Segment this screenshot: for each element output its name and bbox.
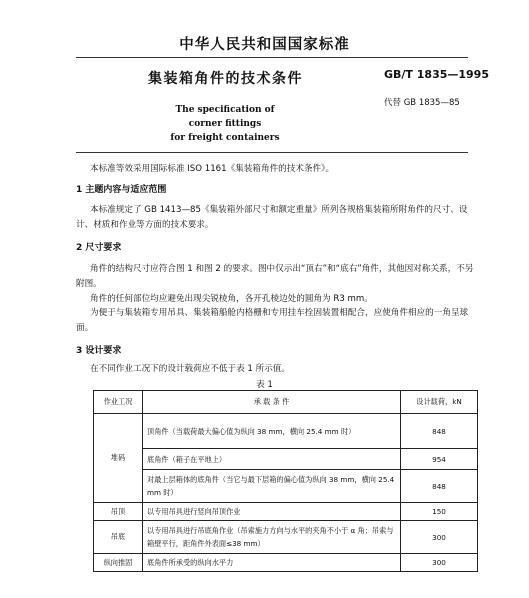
load-cell: 300 [401, 521, 478, 554]
load-cell: 848 [401, 414, 478, 449]
table-row [94, 521, 478, 554]
divider-rule [76, 152, 468, 153]
operation-cell: 吊底 [94, 521, 143, 554]
section-1-paragraph: 本标准规定了 GB 1413—85《集装箱外部尺寸和额定重量》所列各规格集装箱所附角件的尺寸、设计、材质和作业等方面的技术要求。 [76, 205, 468, 230]
operation-cell: 堆码 [94, 414, 143, 503]
condition-cell: 对最上层箱体的底角件（当它与最下层箱的偏心值为纵向 38 mm，横向 25.4 mm 时） [143, 470, 401, 503]
table-row [94, 503, 478, 521]
design-load-table [93, 390, 478, 572]
english-title-line-2: for freight containers [170, 133, 280, 143]
replaces-note: 代替 GB 1835—85 [384, 98, 460, 108]
condition-cell: 底角件所承受的纵向水平力 [143, 554, 401, 572]
load-cell: 848 [401, 470, 478, 503]
table-row [94, 470, 478, 503]
section-2-paragraph-2: 角件的任何部位均应避免出现尖锐棱角，各开孔棱边处的圆角为 R3 mm。 [90, 294, 373, 304]
condition-cell: 以专用吊具进行吊底角作业（吊索施力方向与水平的夹角不小于 α 角；吊索与箱壁平行，距角件外表面≤38 mm） [143, 521, 401, 554]
load-cell: 300 [401, 554, 478, 572]
section-2-paragraph-3: 为便于与集装箱专用吊具、集装箱船舱内格栅和专用挂车拴固装置相配合，应使角件相应的一角呈球面。 [76, 308, 469, 333]
table-row [94, 414, 478, 449]
condition-cell: 以专用吊具进行竖向吊顶作业 [143, 503, 401, 521]
condition-cell: 底角件（箱子在平地上） [143, 449, 401, 470]
header-condition: 承 载 条 件 [143, 391, 401, 414]
national-standard-header: 中华人民共和国国家标准 [179, 37, 350, 53]
header-design-load: 设计载荷，kN [401, 391, 478, 414]
english-title [160, 103, 290, 145]
load-cell: 150 [401, 503, 478, 521]
load-cell: 954 [401, 449, 478, 470]
section-2-heading: 2 尺寸要求 [76, 243, 122, 253]
header-operation: 作业工况 [94, 391, 143, 414]
section-2-paragraph-1: 角件的结构尺寸应符合图 1 和图 2 的要求。图中仅示出“顶右”和“底右”角件，其他因对称关系，不另附图。 [76, 264, 474, 289]
document-title: 集装箱角件的技术条件 [148, 71, 303, 87]
table-row [94, 449, 478, 470]
header-rule [76, 57, 468, 58]
table-row [94, 554, 478, 572]
condition-cell: 顶角件（当载荷最大偏心值为纵向 38 mm，横向 25.4 mm 时） [143, 414, 401, 449]
intro-paragraph: 本标准等效采用国际标准 ISO 1161《集装箱角件的技术条件》。 [90, 164, 335, 174]
english-title-line-1: The specification of corner fittings [175, 105, 275, 129]
table-caption: 表 1 [256, 380, 273, 390]
standard-number: GB/T 1835—1995 [384, 68, 489, 81]
operation-cell: 纵向推固 [94, 554, 143, 572]
section-1-heading: 1 主题内容与适应范围 [76, 185, 167, 195]
table-header-row [94, 391, 478, 414]
operation-cell: 吊顶 [94, 503, 143, 521]
section-3-paragraph: 在不同作业工况下的设计载荷应不低于表 1 所示值。 [90, 364, 290, 374]
section-3-heading: 3 设计要求 [76, 346, 122, 356]
